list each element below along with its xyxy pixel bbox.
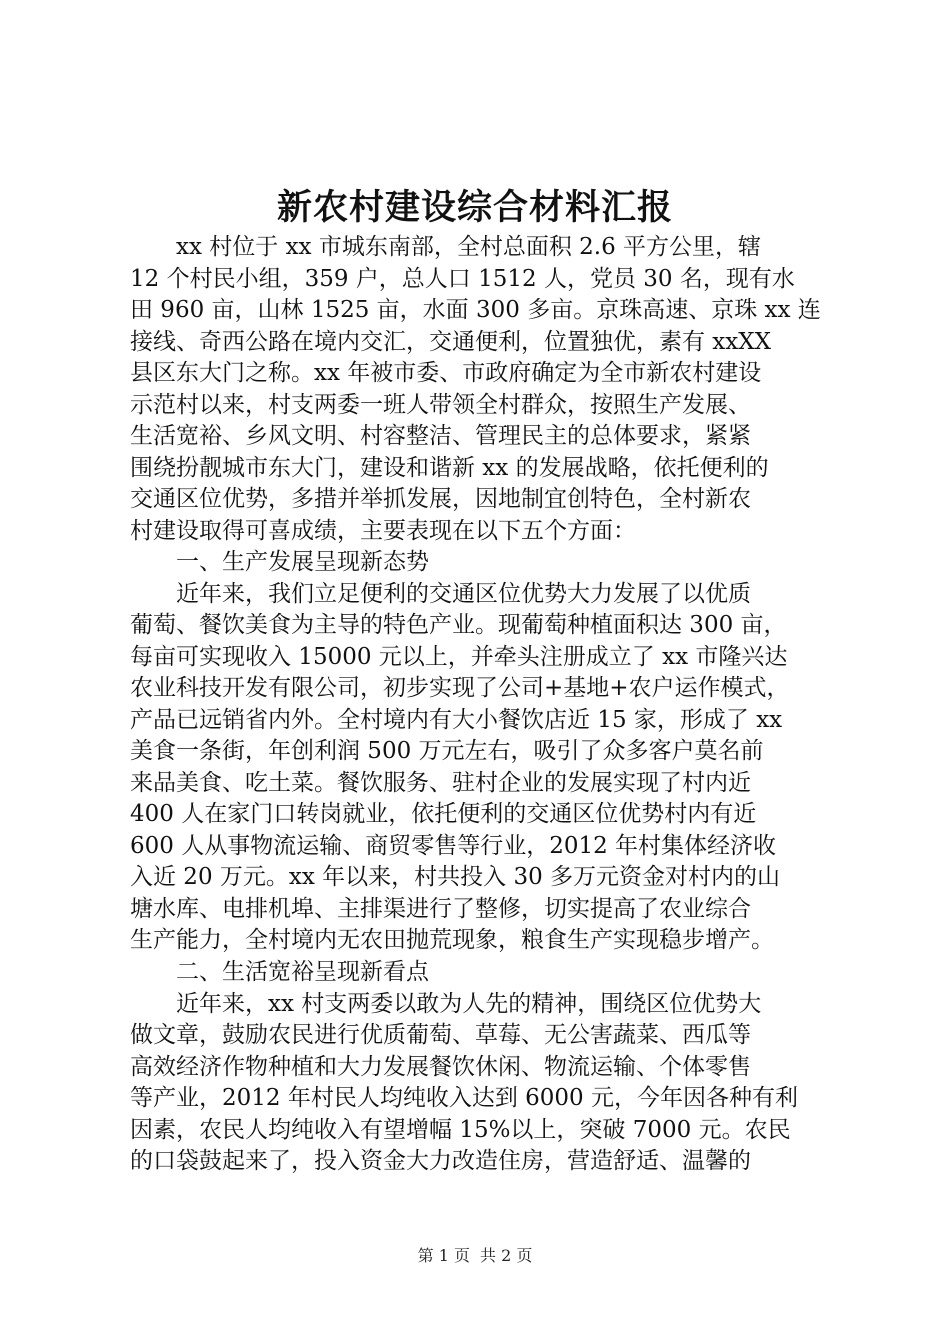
body-block-2: [130, 957, 830, 1178]
text-line: 600 人从事物流运输、商贸零售等行业，2012 年村集体经济收: [130, 832, 777, 859]
document-title: 新农村建设综合材料汇报: [276, 187, 673, 228]
text-line: 入近 20 万元。xx 年以来，村共投入 30 多万元资金对村内的山: [130, 864, 781, 890]
text-line: 示范村以来，村支两委一班人带领全村群众，按照生产发展、: [130, 391, 751, 418]
text-line: 近年来，xx 村支两委以敢为人先的精神，围绕区位优势大: [176, 990, 762, 1017]
text-line: 的口袋鼓起来了，投入资金大力改造住房，营造舒适、温馨的: [130, 1148, 751, 1174]
text-line: xx 村位于 xx 市城东南部，全村总面积 2.6 平方公里，辖: [176, 234, 762, 260]
section-heading-2: 二、生活宽裕呈现新看点: [176, 959, 429, 985]
text-line: 高效经济作物种植和大力发展餐饮休闲、物流运输、个体零售: [130, 1053, 751, 1080]
text-line: 塘水库、电排机埠、主排渠进行了整修，切实提高了农业综合: [130, 895, 751, 922]
text-line: 村建设取得可喜成绩，主要表现在以下五个方面：: [130, 517, 636, 544]
text-line: 近年来，我们立足便利的交通区位优势大力发展了以优质: [176, 580, 751, 607]
text-line: 生活宽裕、乡风文明、村容整洁、管理民主的总体要求，紧紧: [130, 423, 751, 449]
text-line: 农业科技开发有限公司，初步实现了公司+基地+农户运作模式，: [130, 675, 790, 701]
page-number: 第 1 页: [417, 1246, 470, 1265]
text-line: 因素，农民人均纯收入有望增幅 15%以上，突破 7000 元。农民: [130, 1116, 791, 1143]
text-line: 田 960 亩，山林 1525 亩，水面 300 多亩。京珠高速、京珠 xx 连: [130, 297, 821, 323]
text-line: 美食一条街，年创利润 500 万元左右，吸引了众多客户莫名前: [130, 738, 764, 764]
text-line: 产品已远销省内外。全村境内有大小餐饮店近 15 家，形成了 xx: [130, 706, 783, 733]
section-heading-1: 一、生产发展呈现新态势: [176, 549, 429, 575]
text-line: 等产业，2012 年村民人均纯收入达到 6000 元，今年因各种有利: [130, 1085, 798, 1111]
text-line: 来品美食、吃土菜。餐饮服务、驻村企业的发展实现了村内近: [130, 769, 751, 796]
text-line: 每亩可实现收入 15000 元以上，并牵头注册成立了 xx 市隆兴达: [130, 643, 788, 670]
page-total: 共 2 页: [480, 1246, 533, 1265]
page-footer: [0, 1245, 950, 1267]
text-line: 400 人在家门口转岗就业，依托便利的交通区位优势村内有近: [130, 801, 757, 827]
text-line: 交通区位优势，多措并举抓发展，因地制宜创特色，全村新农: [130, 486, 751, 512]
text-line: 县区东大门之称。xx 年被市委、市政府确定为全市新农村建设: [130, 360, 762, 386]
text-line: 围绕扮靓城市东大门，建设和谐新 xx 的发展战略，依托便利的: [130, 454, 769, 481]
text-line: 葡萄、餐饮美食为主导的特色产业。现葡萄种植面积达 300 亩，: [130, 612, 787, 638]
text-line: 做文章，鼓励农民进行优质葡萄、草莓、无公害蔬菜、西瓜等: [130, 1022, 751, 1048]
body-block-1: [130, 232, 830, 957]
text-line: 生产能力，全村境内无农田抛荒现象，粮食生产实现稳步增产。: [130, 927, 774, 953]
text-line: 接线、奇西公路在境内交汇，交通便利，位置独优，素有 xxXX: [130, 328, 772, 355]
text-line: 12 个村民小组，359 户，总人口 1512 人，党员 30 名，现有水: [130, 265, 795, 292]
